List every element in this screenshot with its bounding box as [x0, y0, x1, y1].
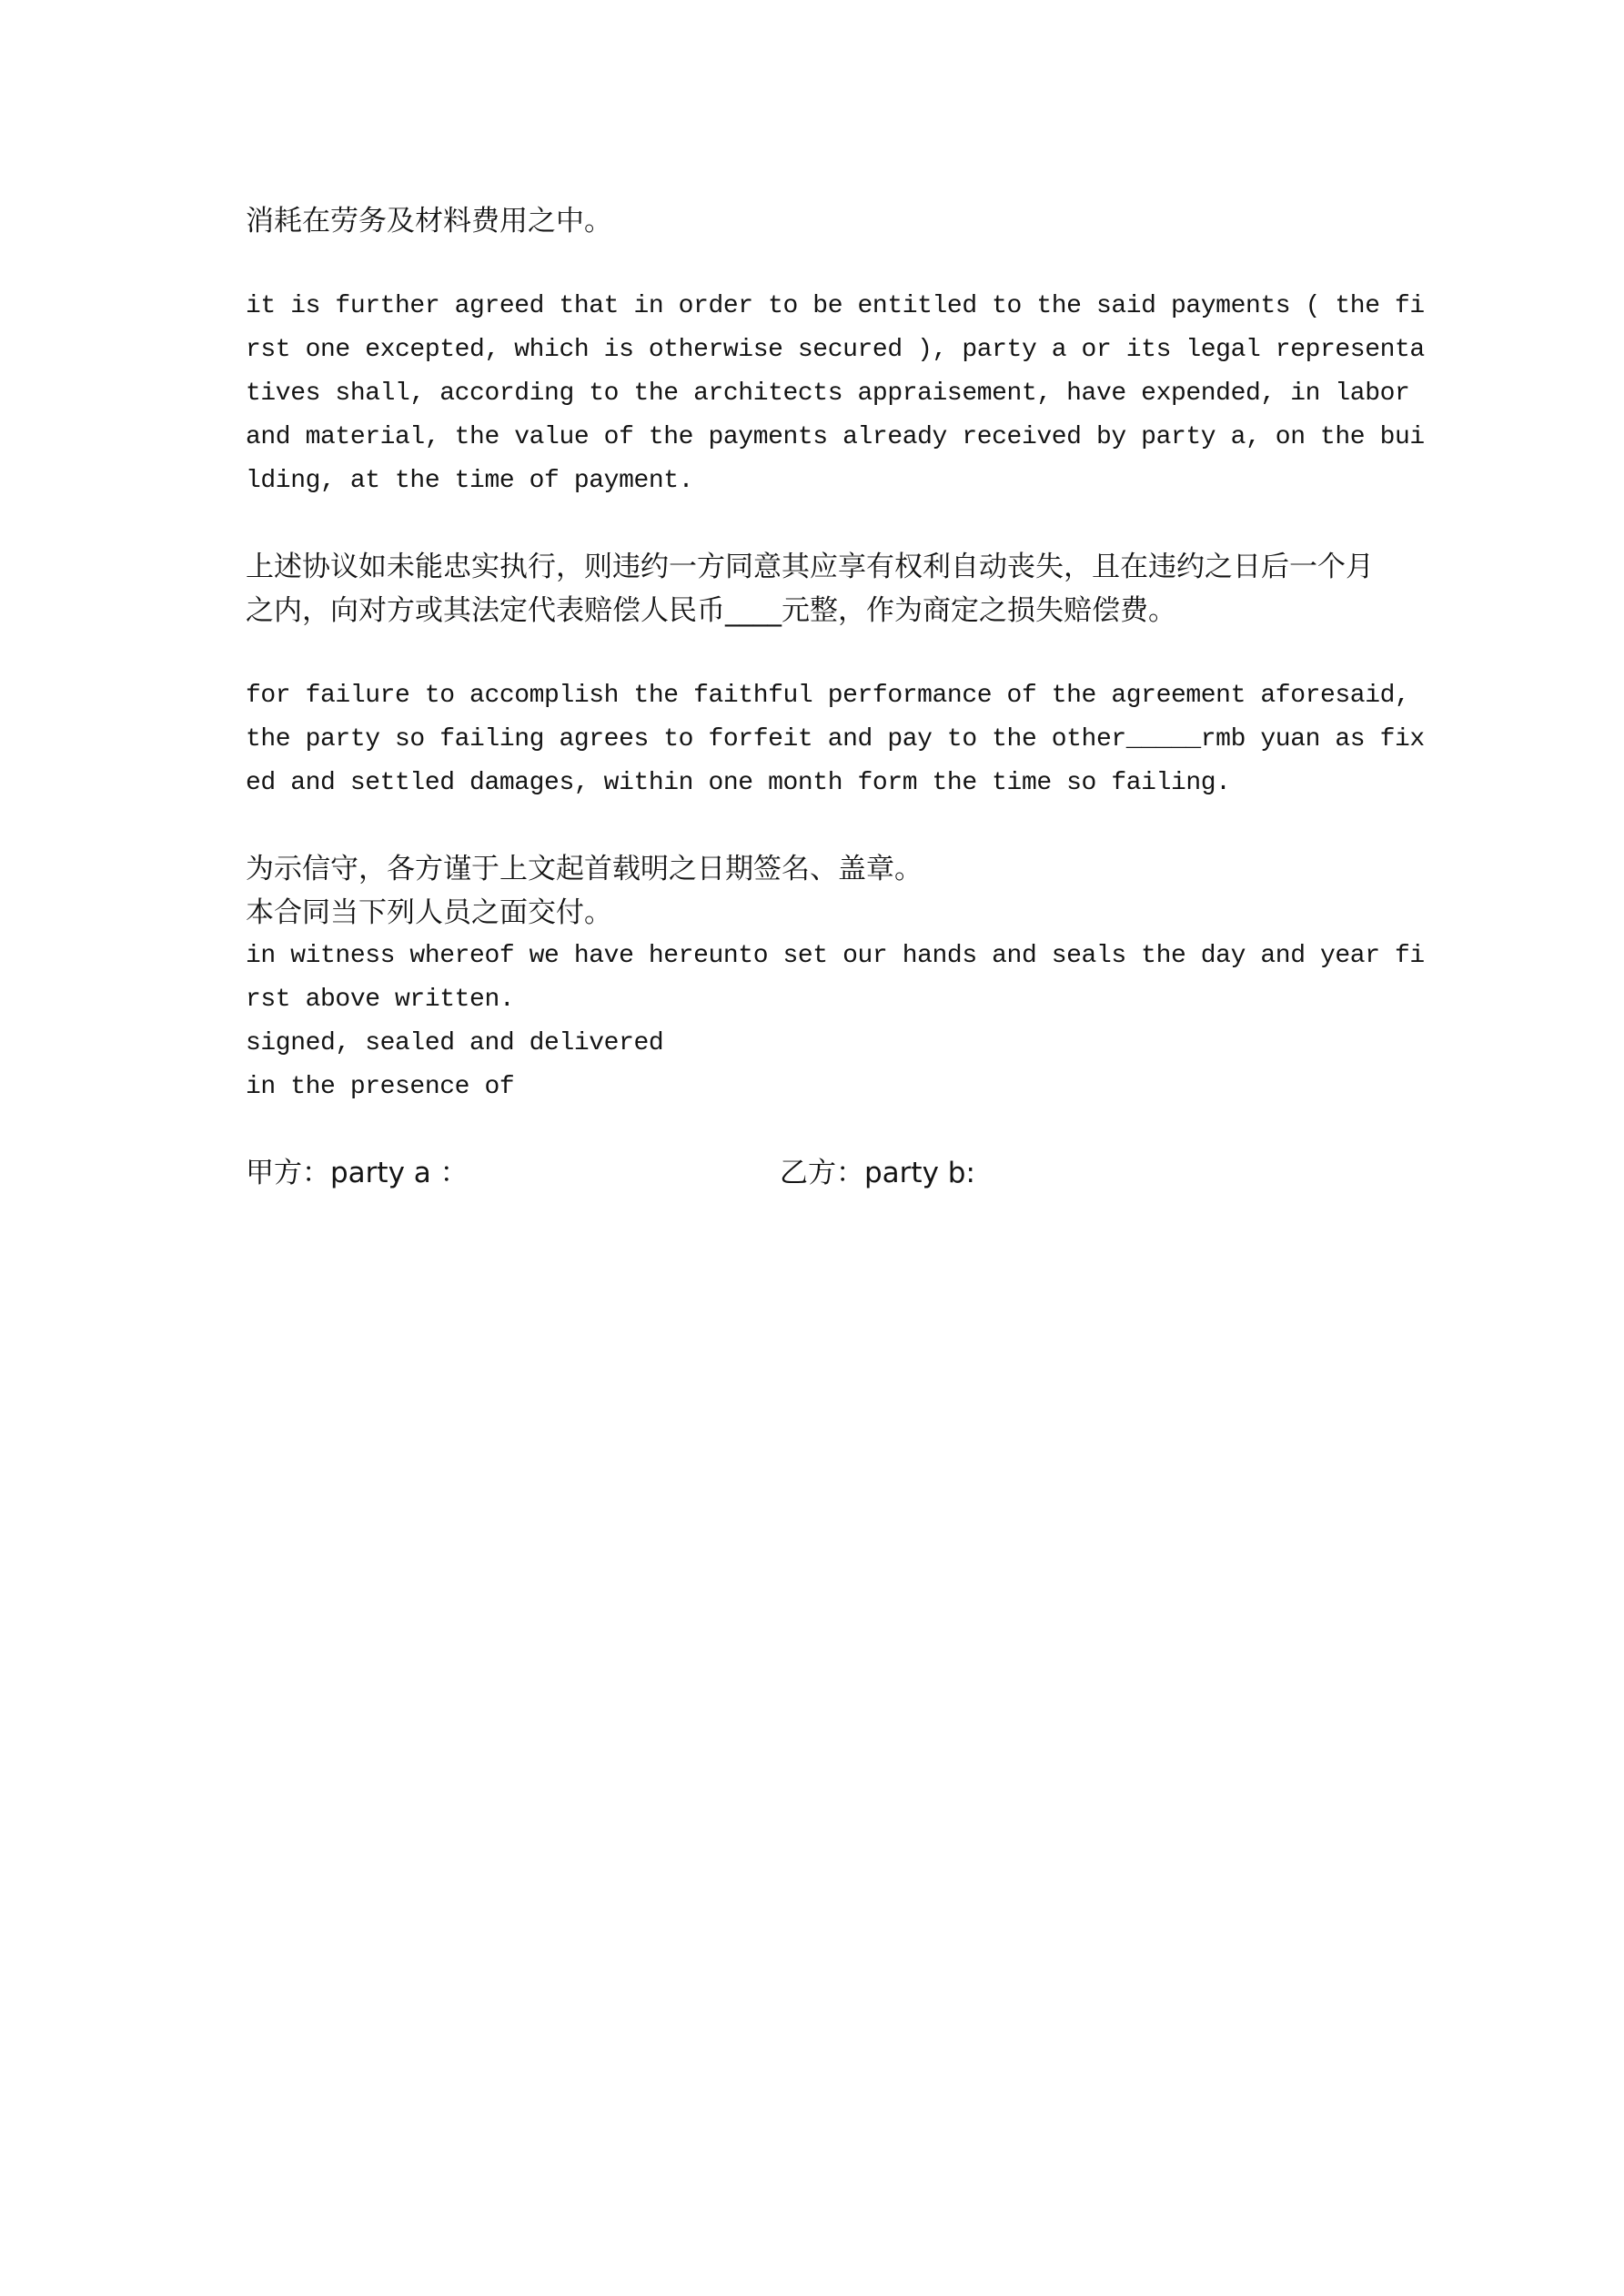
text-line: 消耗在劳务及材料费用之中。: [246, 205, 612, 238]
text-line: 上述协议如未能忠实执行，则违约一方同意其应享有权利自动丧失，且在违约之日后一个月: [246, 551, 1374, 583]
text-line: 本合同当下列人员之面交付。: [246, 896, 612, 929]
text-line: in witness whereof we have hereunto set our hands and seals the day and year fi: [246, 942, 1425, 970]
text-line: the party so failing agrees to forfeit and pay to the other_____rmb yuan as fix: [246, 725, 1425, 754]
text-line: tives shall, according to the architects appraisement, have expended, in labor: [246, 379, 1410, 408]
text-line: ed and settled damages, within one month form the time so failing.: [246, 769, 1231, 797]
text-line: in the presence of: [246, 1073, 515, 1101]
paragraph-en-breach-clause: [246, 674, 1460, 805]
paragraph-witness-clause: [246, 847, 1460, 1109]
text-line: rst above written.: [246, 986, 515, 1014]
text-line: signed, sealed and delivered: [246, 1029, 664, 1057]
paragraph-en-payment-clause: [246, 285, 1460, 503]
paragraph-zh-cost-clause: [246, 199, 1460, 243]
party-b-signature-label: 乙方：party b:: [780, 1157, 975, 1189]
text-line: 之内，向对方或其法定代表赔偿人民币____元整，作为商定之损失赔偿费。: [246, 594, 1176, 627]
text-line: it is further agreed that in order to be entitled to the said payments ( the fi: [246, 292, 1425, 320]
paragraph-zh-breach-clause: [246, 545, 1460, 632]
text-line: 为示信守，各方谨于上文起首载明之日期签名、盖章。: [246, 853, 923, 885]
text-line: and material, the value of the payments already received by party a, on the bui: [246, 423, 1425, 451]
party-a-signature-label: 甲方：party a ：: [246, 1157, 469, 1189]
text-line: lding, at the time of payment.: [246, 467, 694, 495]
text-line: for failure to accomplish the faithful performance of the agreement aforesaid,: [246, 682, 1410, 710]
text-line: rst one excepted, which is otherwise secured ), party a or its legal representa: [246, 336, 1425, 364]
contract-body: [246, 199, 1460, 1195]
signature-row: [246, 1151, 1460, 1195]
